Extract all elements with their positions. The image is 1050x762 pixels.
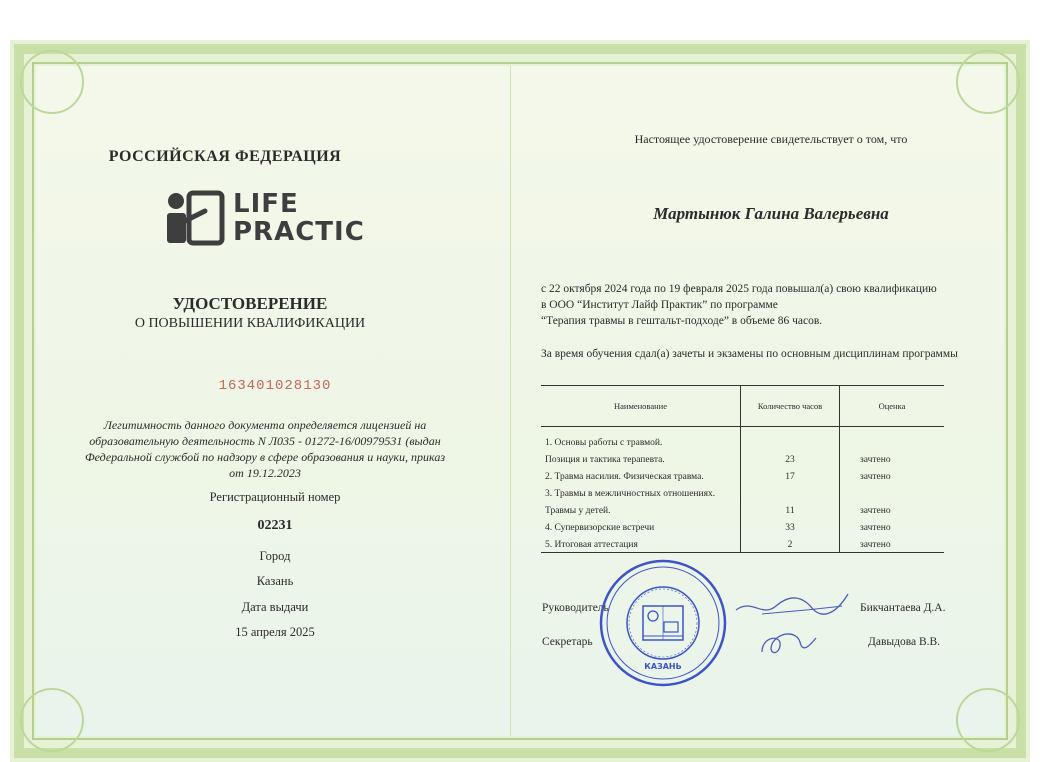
table-row	[541, 450, 944, 467]
director-signature	[732, 588, 852, 624]
document-subtitle: О ПОВЫШЕНИИ КВАЛИФИКАЦИИ	[134, 316, 366, 331]
table-row	[541, 518, 944, 535]
discipline-hours	[741, 427, 840, 451]
logo-text	[233, 190, 365, 246]
table-header-row	[541, 386, 944, 427]
intro-text: Настоящее удостоверение свидетельствует о том, что	[634, 132, 908, 146]
logo-line-2: PRACTIC	[233, 217, 365, 247]
discipline-name: Позиция и тактика терапевта.	[545, 455, 665, 465]
discipline-grade: зачтено	[840, 518, 945, 535]
corner-ornament	[20, 50, 84, 114]
director-name: Бикчантаева Д.А.	[860, 602, 946, 614]
document-title: УДОСТОВЕРЕНИЕ	[172, 294, 328, 313]
discipline-hours	[741, 484, 840, 501]
discipline-name: 4. Супервизорские встречи	[545, 523, 655, 533]
registration-label: Регистрационный номер	[209, 490, 341, 504]
discipline-hours: 23	[741, 450, 840, 467]
logo-line-1: LIFE	[233, 189, 299, 219]
table-row	[541, 427, 944, 451]
discipline-grade: зачтено	[840, 501, 945, 518]
discipline-name: 2. Травма насилия. Физическая травма.	[545, 472, 704, 482]
table-row	[541, 501, 944, 518]
corner-ornament	[956, 688, 1020, 752]
center-fold	[510, 66, 511, 736]
qualification-line-1: с 22 октября 2024 года по 19 февраля 2025 года повышал(а) свою квалификацию	[541, 283, 937, 295]
discipline-hours: 17	[741, 467, 840, 484]
logo-person-board-icon	[165, 190, 225, 246]
legitimacy-note: Легитимность данного документа определяется лицензией на образовательную деятельность N Л035 - 01272-16/00979531 (выдан Федеральной службой по надзору в сфере образования и науки, приказ от 19.12.2023	[84, 418, 446, 480]
official-stamp	[598, 558, 728, 688]
city-value: Казань	[256, 574, 294, 588]
discipline-name: 5. Итоговая аттестация	[541, 535, 741, 553]
qualification-line-3: “Терапия травмы в гештальт-подходе” в объеме 86 часов.	[541, 315, 823, 327]
stamp-city: КАЗАНЬ	[644, 662, 682, 671]
issue-date-label: Дата выдачи	[241, 600, 309, 614]
country-heading: РОССИЙСКАЯ ФЕДЕРАЦИЯ	[108, 148, 342, 165]
table-row	[541, 535, 944, 553]
discipline-grade: зачтено	[840, 450, 945, 467]
discipline-name: 3. Травмы в межличностных отношениях.	[545, 489, 716, 499]
discipline-hours: 2	[741, 535, 840, 553]
director-role: Руководитель	[542, 602, 609, 614]
registration-number: 02231	[257, 518, 293, 533]
discipline-grade: зачтено	[840, 535, 945, 553]
discipline-grade	[840, 427, 945, 451]
table-row	[541, 484, 944, 501]
header-grade: Оценка	[840, 386, 945, 427]
discipline-hours: 11	[741, 501, 840, 518]
issue-date-value: 15 апреля 2025	[235, 625, 315, 639]
city-label: Город	[259, 549, 291, 563]
life-practic-logo	[165, 190, 385, 250]
qualification-text	[541, 281, 961, 329]
corner-ornament	[956, 50, 1020, 114]
corner-ornament	[20, 688, 84, 752]
discipline-hours: 33	[741, 518, 840, 535]
header-name: Наименование	[541, 386, 741, 427]
table-row	[541, 467, 944, 484]
header-hours: Количество часов	[741, 386, 840, 427]
discipline-grade: зачтено	[840, 467, 945, 484]
person-name: Мартынюк Галина Валерьевна	[653, 204, 889, 223]
qualification-line-2: в ООО “Институт Лайф Практик” по программе	[541, 299, 778, 311]
exams-text: За время обучения сдал(а) зачеты и экзамены по основным дисциплинам программы	[541, 348, 958, 360]
discipline-grade	[840, 484, 945, 501]
discipline-name: Травмы у детей.	[545, 506, 611, 516]
secretary-role: Секретарь	[542, 636, 593, 648]
disciplines-table	[541, 385, 944, 553]
discipline-name: 1. Основы работы с травмой.	[545, 438, 663, 448]
secretary-name: Давыдова В.В.	[868, 636, 941, 648]
serial-number: 163401028130	[218, 378, 332, 394]
secretary-signature	[756, 622, 820, 662]
